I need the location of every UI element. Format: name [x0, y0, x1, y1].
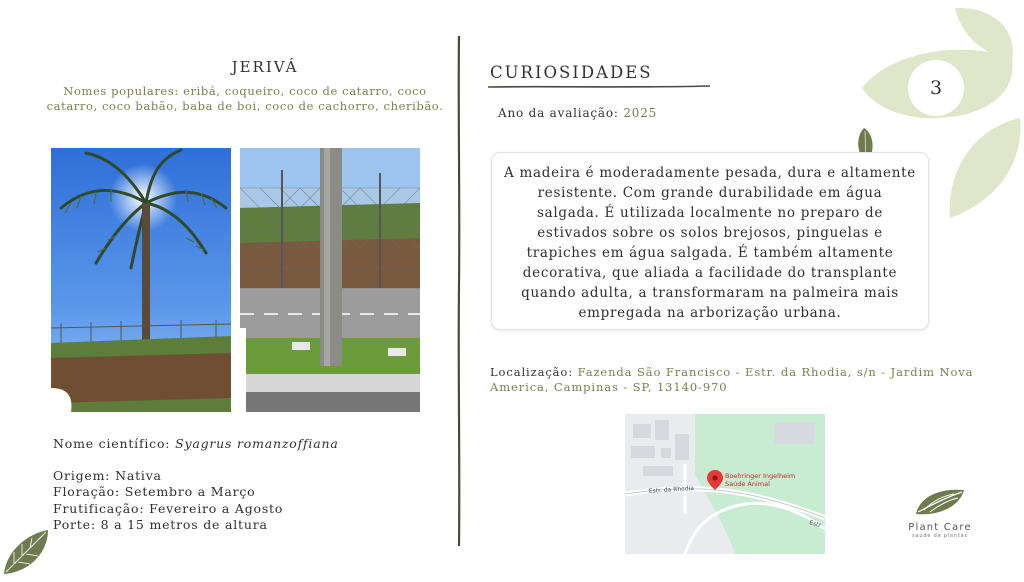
map-place-line1: Boehringer Ingelheim	[725, 472, 796, 480]
scientific-name: Syagrus romanzoffiana	[175, 436, 339, 451]
map-road-2: Estr	[808, 519, 822, 530]
curiosities-title: CURIOSIDADES	[490, 63, 653, 82]
scientific-name-label: Nome científico:	[53, 436, 171, 451]
curiosities-card: A madeira é moderadamente pesada, dura e altamente resistente. Com grande durabilidade em água salgada. É utilizada localmente no preparo de estivados sobre os solos brejosos, pinguelas e trapiches em água salgada. É também altamente decorativa, que aliada a facilidade do transplante quando adulta, a transformaram na palmeira mais empregada na arborização urbana.	[491, 152, 929, 330]
popular-names	[40, 84, 450, 114]
vertical-divider	[456, 36, 462, 546]
year-value: 2025	[623, 106, 658, 120]
title-underline	[488, 84, 710, 90]
evaluation-year	[498, 106, 657, 120]
plant-facts	[53, 468, 283, 533]
palm-photo-1	[51, 148, 231, 412]
location-value: Fazenda São Francisco - Estr. da Rhodia, s/n - Jardim Nova America, Campinas - SP, 13140-970	[490, 365, 974, 394]
location-map[interactable]	[625, 414, 825, 554]
scientific-name-line	[53, 436, 339, 451]
popular-names-label: Nomes populares:	[63, 84, 179, 98]
plant-care-logo	[900, 486, 980, 539]
plant-title: JERIVÁ	[231, 58, 299, 76]
decorative-leaf-bottom-left	[0, 522, 60, 582]
logo-tagline: saúde de plantas	[912, 533, 968, 539]
location	[490, 365, 990, 395]
palm-photo-2	[240, 148, 420, 412]
year-label: Ano da avaliação:	[498, 106, 619, 120]
fact-fruiting: Frutificação: Fevereiro a Agosto	[53, 500, 284, 516]
map-place-line2: Saúde Animal	[725, 480, 770, 488]
map-road-1: Estr. da Rhodia	[648, 484, 695, 495]
popular-names-value: eribá, coqueiro, coco de catarro, coco catarro, coco babão, baba de boi, coco de cachorro, cheribão.	[46, 84, 444, 113]
logo-name: Plant Care	[908, 522, 972, 533]
fact-origin: Origem: Nativa	[53, 468, 162, 483]
page-number: 3	[908, 60, 964, 116]
fact-size: Porte: 8 a 15 metros de altura	[53, 516, 268, 532]
logo-leaf-icon	[910, 486, 970, 518]
location-label: Localização:	[490, 365, 574, 379]
fact-flowering: Floração: Setembro a Março	[53, 484, 256, 500]
